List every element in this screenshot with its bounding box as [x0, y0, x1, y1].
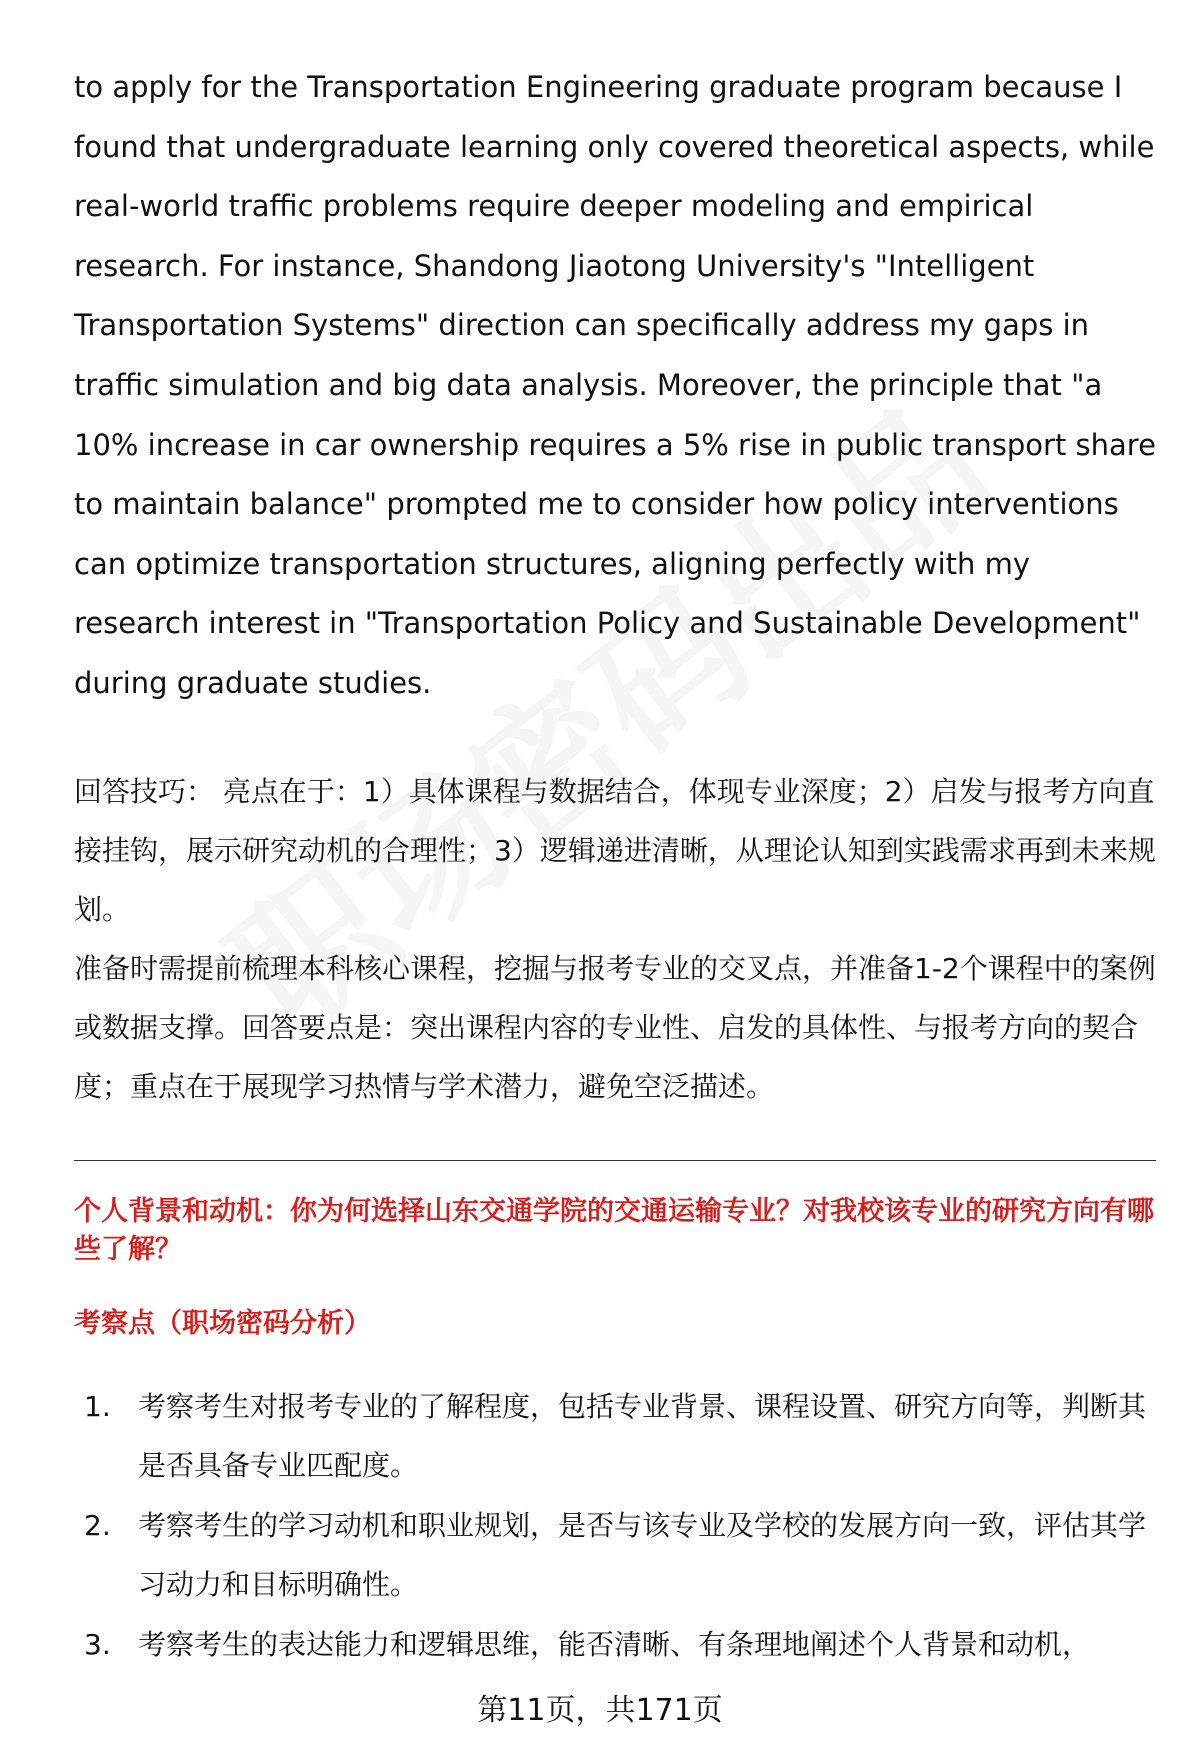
- analysis-heading: 考察点（职场密码分析）: [74, 1307, 371, 1339]
- tips-label: 回答技巧：: [74, 774, 215, 808]
- assessment-points-list: [74, 1377, 1164, 1674]
- preparation-advice: 准备时需提前梳理本科核心课程，挖掘与报考专业的交叉点，并准备1-2个课程中的案例或数据支撑。回答要点是：突出课程内容的专业性、启发的具体性、与报考方向的契合度；重点在于展现学习热情与学术潜力，避免空泛描述。: [74, 951, 1156, 1103]
- answer-tips: [74, 762, 1164, 939]
- question-heading: 个人背景和动机：你为何选择山东交通学院的交通运输专业？对我校该专业的研究方向有哪些了解？: [74, 1195, 1154, 1265]
- list-item-number: 3.: [84, 1627, 111, 1661]
- tips-text: 亮点在于：1）具体课程与数据结合，体现专业深度；2）启发与报考方向直接挂钩，展示研究动机的合理性；3）逻辑递进清晰，从理论认知到实践需求再到未来规划。: [74, 774, 1156, 926]
- list-item-text: 考察考生对报考专业的了解程度，包括专业背景、课程设置、研究方向等，判断其是否具备专业匹配度。: [138, 1389, 1147, 1482]
- english-answer-paragraph: to apply for the Transportation Engineering graduate program because I found that undergraduate learning only covered theoretical aspects, while real-world traffic problems require deeper modeling and empirical research. For instance, Shandong Jiaotong University's "Intelligent Transportation Systems" direction can specifically address my gaps in traffic simulation and big data analysis. Moreover, the principle that "a 10% increase in car ownership requires a 5% rise in public transport share to maintain balance" prompted me to consider how policy interventions can optimize transportation structures, aligning perfectly with my research interest in "Transportation Policy and Sustainable Development" during graduate studies.: [74, 70, 1156, 700]
- page-content: [74, 58, 1164, 1675]
- list-item-number: 2.: [84, 1508, 111, 1542]
- list-item: [74, 1377, 1164, 1495]
- page-number-footer: 第11页，共171页: [477, 1693, 723, 1728]
- list-item: [74, 1615, 1164, 1674]
- section-divider: [74, 1160, 1156, 1161]
- list-item-text: 考察考生的表达能力和逻辑思维，能否清晰、有条理地阐述个人背景和动机，: [138, 1627, 1091, 1661]
- list-item-number: 1.: [84, 1389, 111, 1423]
- list-item: [74, 1496, 1164, 1614]
- list-item-text: 考察考生的学习动机和职业规划，是否与该专业及学校的发展方向一致，评估其学习动力和目标明确性。: [138, 1508, 1147, 1601]
